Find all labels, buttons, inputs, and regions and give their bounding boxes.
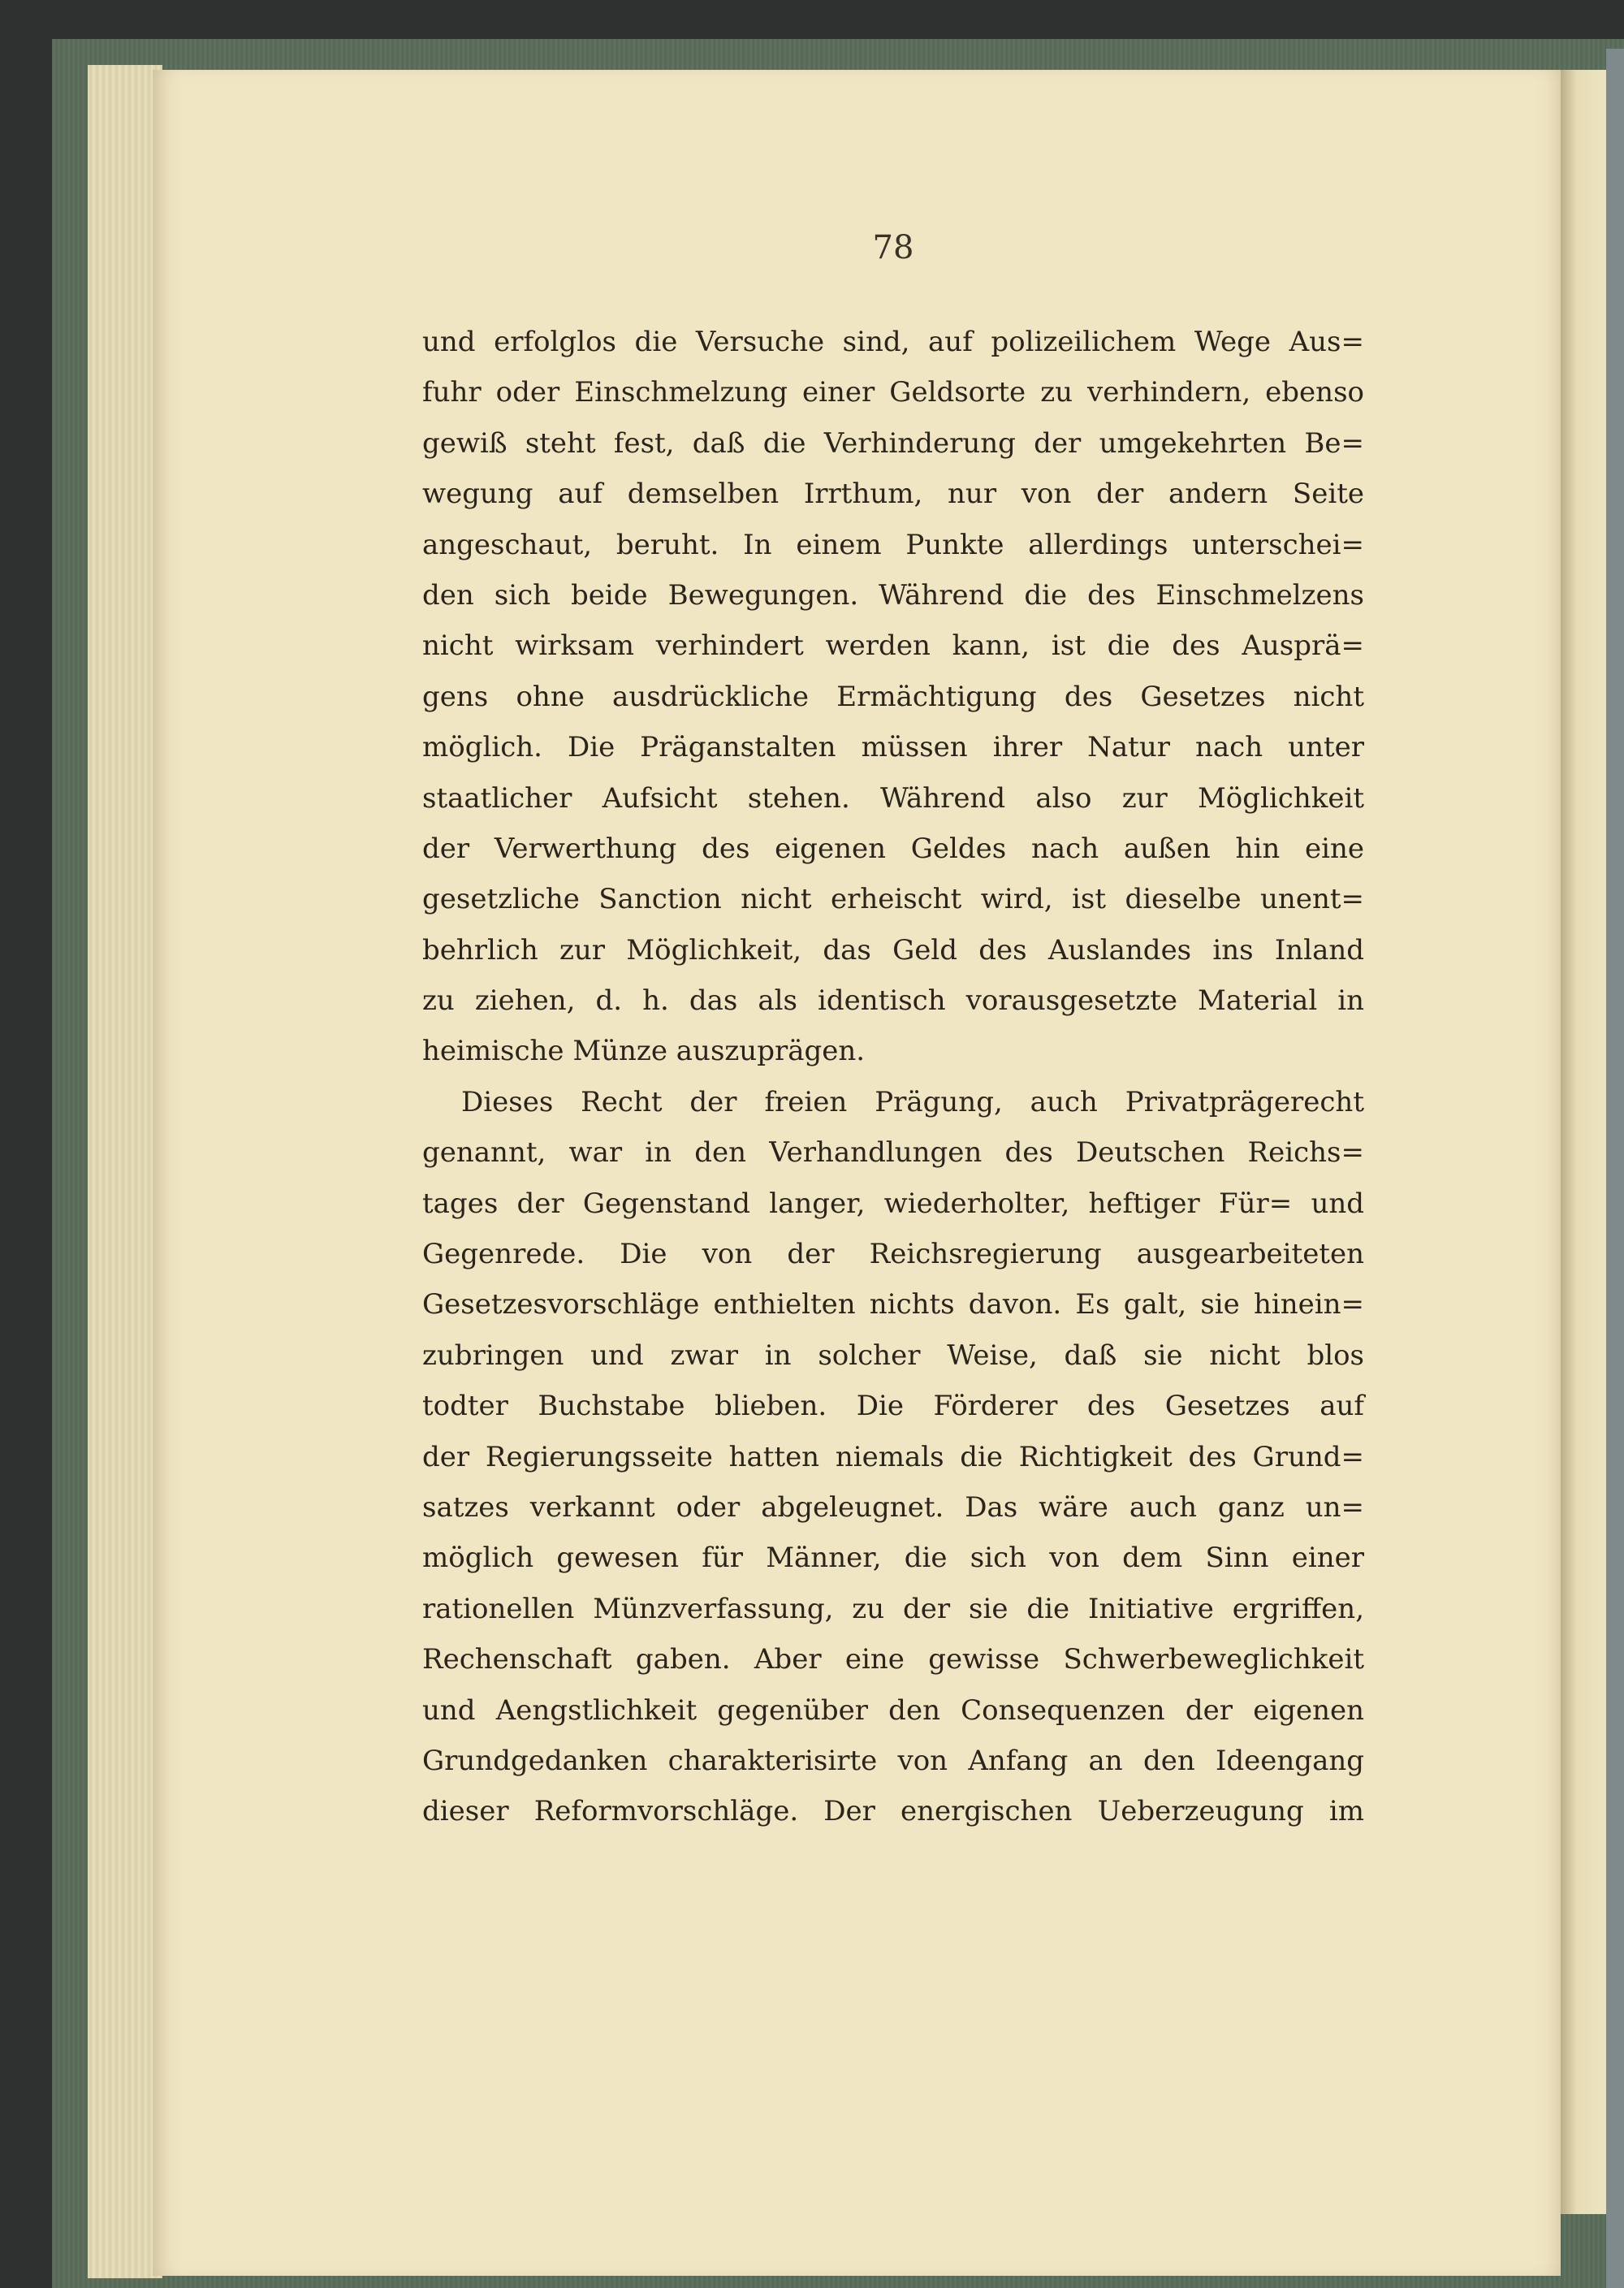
text-line: angeschaut, beruht. In einem Punkte allerdings unterschei= — [422, 528, 1364, 561]
text-line: und erfolglos die Versuche sind, auf polizeilichem Wege Aus= — [422, 326, 1364, 358]
text-line: tages der Gegenstand langer, wiederholter, heftiger Für= und — [422, 1187, 1364, 1220]
text-line: gewiß steht fest, daß die Verhinderung der umgekehrten Be= — [422, 426, 1364, 460]
text-line: nicht wirksam verhindert werden kann, ist die des Ausprä= — [422, 629, 1364, 663]
text-line: behrlich zur Möglichkeit, das Geld des Auslandes ins Inland — [422, 933, 1364, 967]
page-number: 78 — [872, 229, 914, 266]
text-line: staatlicher Aufsicht stehen. Während also zur Möglichkeit — [422, 781, 1364, 815]
text-line: satzes verkannt oder abgeleugnet. Das wäre auch ganz un= — [422, 1490, 1364, 1524]
page-edges — [88, 65, 162, 2278]
paragraph-end-line: heimische Münze auszuprägen. — [422, 1035, 866, 1068]
text-line: der Verwerthung des eigenen Geldes nach außen hin eine — [422, 832, 1364, 865]
text-line: gesetzliche Sanction nicht erheischt wird, ist dieselbe unent= — [422, 883, 1364, 916]
text-line: wegung auf demselben Irrthum, nur von der andern Seite — [422, 478, 1364, 511]
text-line: der Regierungsseite hatten niemals die Richtigkeit des Grund= — [422, 1440, 1364, 1473]
text-line: möglich gewesen für Männer, die sich von dem Sinn einer — [422, 1542, 1364, 1575]
text-line: gens ohne ausdrückliche Ermächtigung des Gesetzes nicht — [422, 680, 1364, 713]
text-line: den sich beide Bewegungen. Während die des Einschmelzens — [422, 578, 1364, 612]
text-line: Grundgedanken charakterisirte von Anfang an den Ideengang — [422, 1744, 1364, 1777]
binding-strip — [1606, 49, 1624, 2288]
text-line: rationellen Münzverfassung, zu der sie die Initiative ergriffen, — [422, 1592, 1364, 1625]
text-line: Gegenrede. Die von der Reichsregierung ausgearbeiteten — [422, 1238, 1364, 1271]
paragraph-start-line: Dieses Recht der freien Prägung, auch Privatprägerecht — [461, 1085, 1364, 1118]
text-line: zubringen und zwar in solcher Weise, daß sie nicht blos — [422, 1339, 1364, 1372]
body-text — [422, 317, 1364, 1837]
text-line: Gesetzesvorschläge enthielten nichts davon. Es galt, sie hinein= — [422, 1288, 1364, 1321]
text-line: genannt, war in den Verhandlungen des Deutschen Reichs= — [422, 1136, 1364, 1170]
text-line: zu ziehen, d. h. das als identisch vorausgesetzte Material in — [422, 984, 1364, 1018]
text-line: fuhr oder Einschmelzung einer Geldsorte zu verhindern, ebenso — [422, 376, 1364, 409]
text-line: dieser Reformvorschläge. Der energischen Ueberzeugung im — [422, 1795, 1364, 1828]
text-line: Rechenschaft gaben. Aber eine gewisse Schwerbeweglichkeit — [422, 1643, 1364, 1676]
text-line: und Aengstlichkeit gegenüber den Consequenzen der eigenen — [422, 1693, 1364, 1727]
text-line: todter Buchstabe blieben. Die Förderer des Gesetzes auf — [422, 1390, 1364, 1423]
facing-page-edge — [1561, 70, 1606, 2214]
text-line: möglich. Die Präganstalten müssen ihrer Natur nach unter — [422, 731, 1364, 764]
